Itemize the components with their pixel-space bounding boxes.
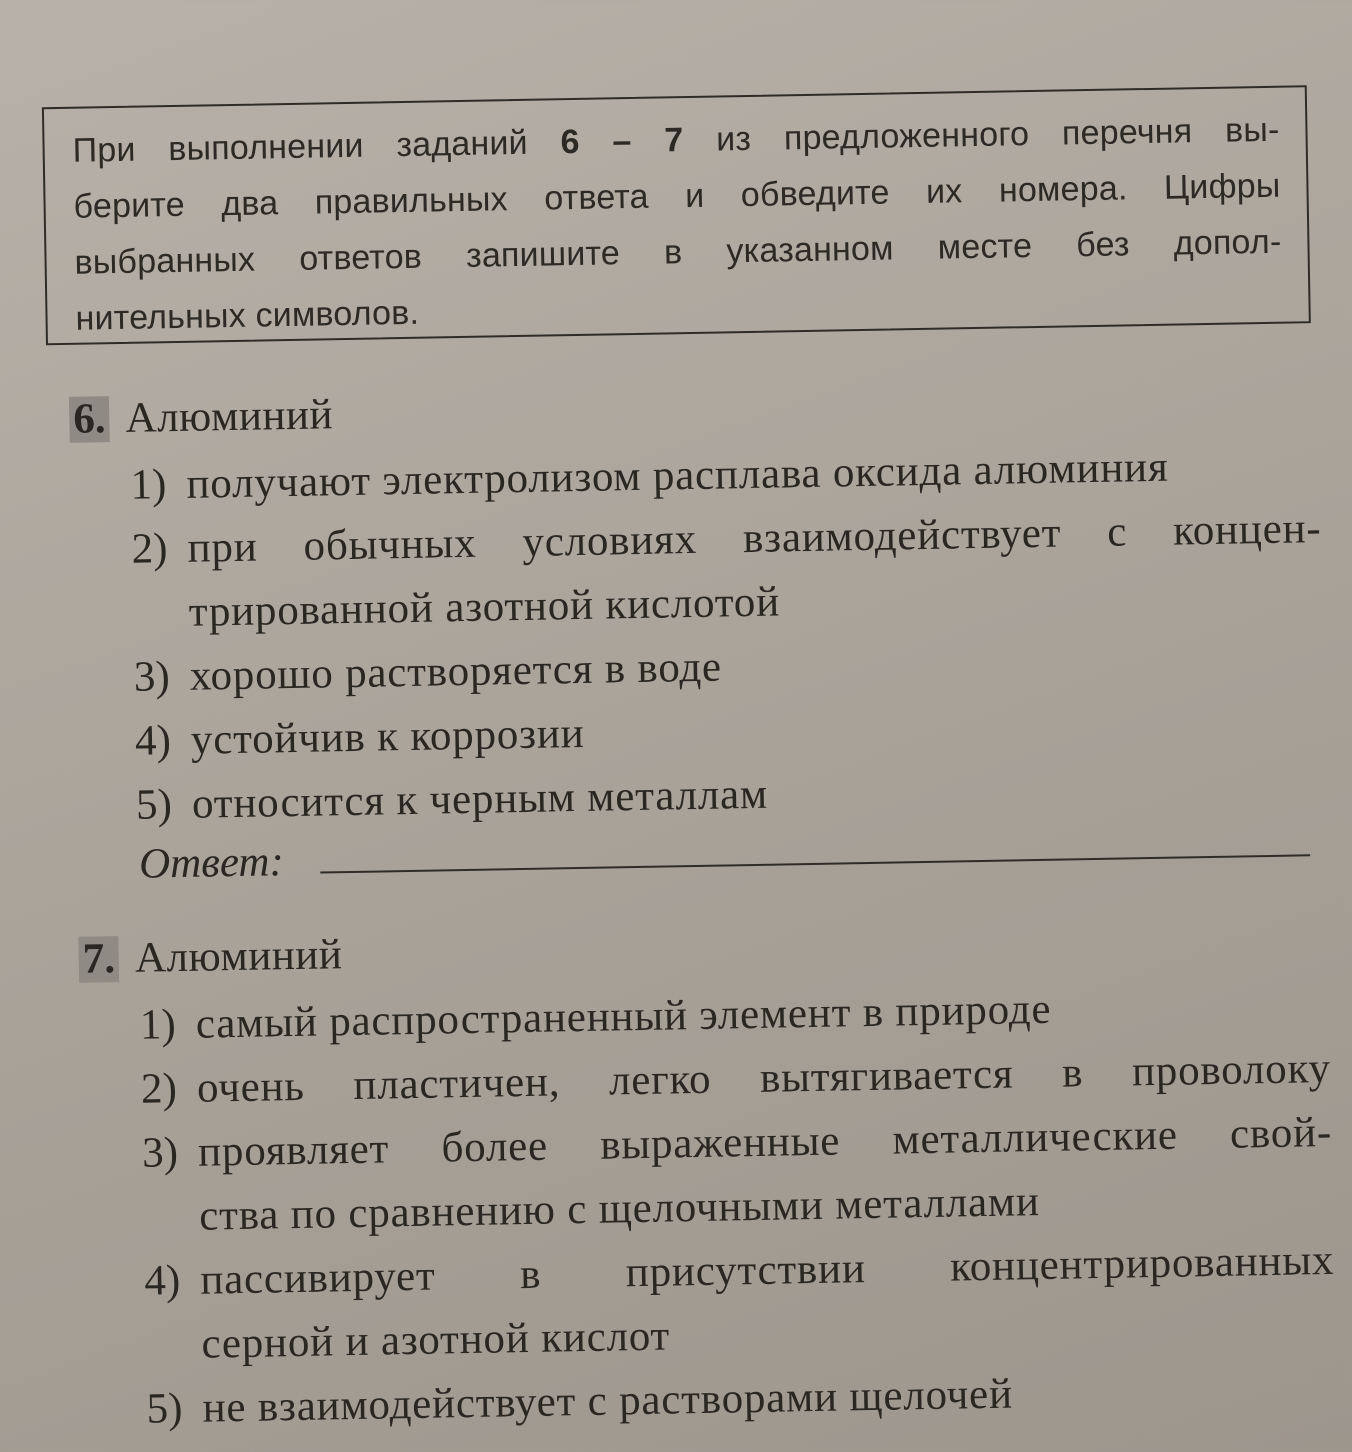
option-line: проявляет более выраженные металлические свой- [197, 1108, 1333, 1176]
task-6-title: Алюминий [125, 391, 334, 442]
option-number: 2) [131, 525, 168, 573]
option-number: 3) [141, 1129, 179, 1177]
option-text [200, 1229, 1336, 1377]
option-number: 2) [140, 1065, 178, 1113]
option-line: трированной азотной кислотой [188, 578, 781, 636]
task-6-options [70, 433, 1327, 839]
task-7 [78, 913, 1337, 1443]
task-7-option-4[interactable] [144, 1229, 1336, 1378]
instruction-text: из предложенного перечня вы- [683, 110, 1280, 160]
instruction-line-2: берите два правильных ответа и обведите их номера. Цифры [73, 166, 1281, 226]
option-line: не взаимодействует с растворами щелочей [202, 1370, 1014, 1432]
option-text [187, 497, 1323, 645]
option-line: устойчив к коррозии [190, 709, 585, 764]
option-line: пассивирует в присутствии концентрированных [199, 1236, 1335, 1304]
task-7-number: 7. [78, 936, 119, 983]
option-number: 5) [146, 1385, 183, 1433]
instruction-text: При выполнении заданий [72, 123, 561, 170]
option-line: получают электролизом расплава оксида алюминия [186, 443, 1169, 508]
answer-label: Ответ: [138, 838, 285, 888]
task-7-options [79, 973, 1337, 1443]
option-line: относится к черным металлам [191, 770, 769, 828]
option-line: очень пластичен, легко вытягивается в проволоку [196, 1044, 1332, 1112]
option-number: 1) [139, 1001, 177, 1049]
option-number: 3) [133, 653, 171, 701]
task-6 [69, 373, 1327, 839]
instruction-line-4: нительных символов. [75, 293, 420, 338]
option-number: 4) [134, 717, 172, 765]
option-number: 5) [135, 781, 173, 829]
instruction-task-range: 6 – 7 [560, 121, 684, 162]
option-line: хорошо растворяется в воде [189, 643, 723, 700]
instruction-line-3: выбранных ответов запишите в указанном месте без допол- [74, 222, 1282, 282]
instruction-box [42, 85, 1311, 345]
option-text [198, 1101, 1334, 1249]
option-line: при обычных условиях взаимодействует с концен- [187, 505, 1322, 572]
option-line: серной и азотной кислот [201, 1312, 671, 1368]
option-line: ства по сравнению с щелочными металлами [198, 1178, 1041, 1240]
task-7-title: Алюминий [134, 931, 343, 982]
task-7-option-3[interactable] [142, 1101, 1334, 1250]
answer-field[interactable] [320, 854, 1310, 873]
option-number: 1) [130, 461, 167, 509]
option-number: 4) [143, 1257, 181, 1305]
option-line: самый распространенный элемент в природе [195, 985, 1052, 1048]
task-6-number: 6. [69, 396, 110, 443]
task-6-option-2[interactable] [131, 497, 1323, 646]
